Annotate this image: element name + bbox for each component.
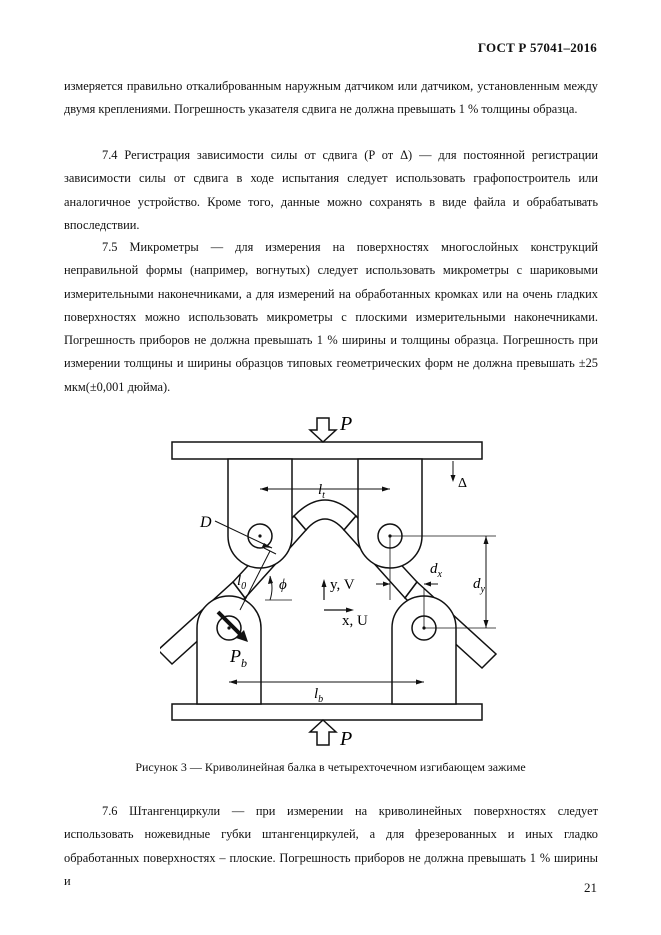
label-x-axis: x, U	[342, 613, 368, 629]
load-arrow-top-icon	[310, 418, 336, 442]
page-number: 21	[584, 880, 597, 895]
label-lb: $l_b$	[314, 686, 324, 705]
paragraph-7-6: 7.6 Штангенциркули — при измерении на криволинейных поверхностях следует использовать ножевидные губки штангенциркулей, а для фрезерованных и иных гладко обработанных поверхностях – плоские. Погрешность приборов не должна превышать 1 % ширины и	[64, 804, 598, 888]
lower-left-support	[197, 596, 261, 704]
paragraph-7-4: 7.4 Регистрация зависимости силы от сдвига (P от Δ) — для постоянной регистрации зависимости силы от сдвига в ходе испытания следует использовать графопостроитель или аналогичное устройство. Кроме того, данные можно сохранять в виде файла и обрабатывать впоследствии.	[64, 148, 598, 232]
paragraph-7-5: 7.5 Микрометры — для измерения на поверхностях многослойных конструкций неправильной формы (например, вогнутых) следует использовать микрометры с шариковыми измерительными наконечниками, а для измерений на обработанных кромках или на очень гладких поверхностях можно использовать микрометры с плоскими измерительными наконечниками. Погрешность приборов не должна превышать 1 % ширины и толщины образца. Погрешность при измерении толщины и ширины образцов типовых геометрических форм не должна превышать ±25 мкм(±0,001 дюйма).	[64, 240, 598, 394]
label-pb: $P_b$	[230, 646, 247, 670]
top-plate	[172, 442, 482, 459]
load-arrow-bottom-icon	[310, 720, 336, 745]
upper-left-support	[228, 459, 292, 568]
document-header: ГОСТ Р 57041–2016	[477, 40, 597, 55]
label-d: D	[200, 514, 212, 531]
label-p-top: P	[340, 413, 353, 435]
label-y-axis: y, V	[330, 577, 355, 593]
figure-caption: Рисунок 3 — Криволинейная балка в четырехточечном изгибающем зажиме	[135, 760, 526, 774]
label-lt: $l_t$	[318, 482, 325, 501]
label-dx: $d_x$	[430, 561, 442, 580]
paragraph-continuation: измеряется правильно откалиброванным наружным датчиком или датчиком, установленным между двумя креплениями. Погрешность указателя сдвига не должна превышать 1 % толщины образца.	[64, 79, 598, 117]
label-p-bottom: P	[340, 728, 353, 750]
label-phi: ϕ	[279, 577, 287, 593]
figure-four-point-bending-fixture	[160, 408, 500, 756]
label-l0: $l_0$	[237, 573, 247, 592]
bottom-plate	[172, 704, 482, 720]
label-delta: Δ	[458, 476, 468, 491]
label-dy: $d_y$	[473, 576, 485, 595]
